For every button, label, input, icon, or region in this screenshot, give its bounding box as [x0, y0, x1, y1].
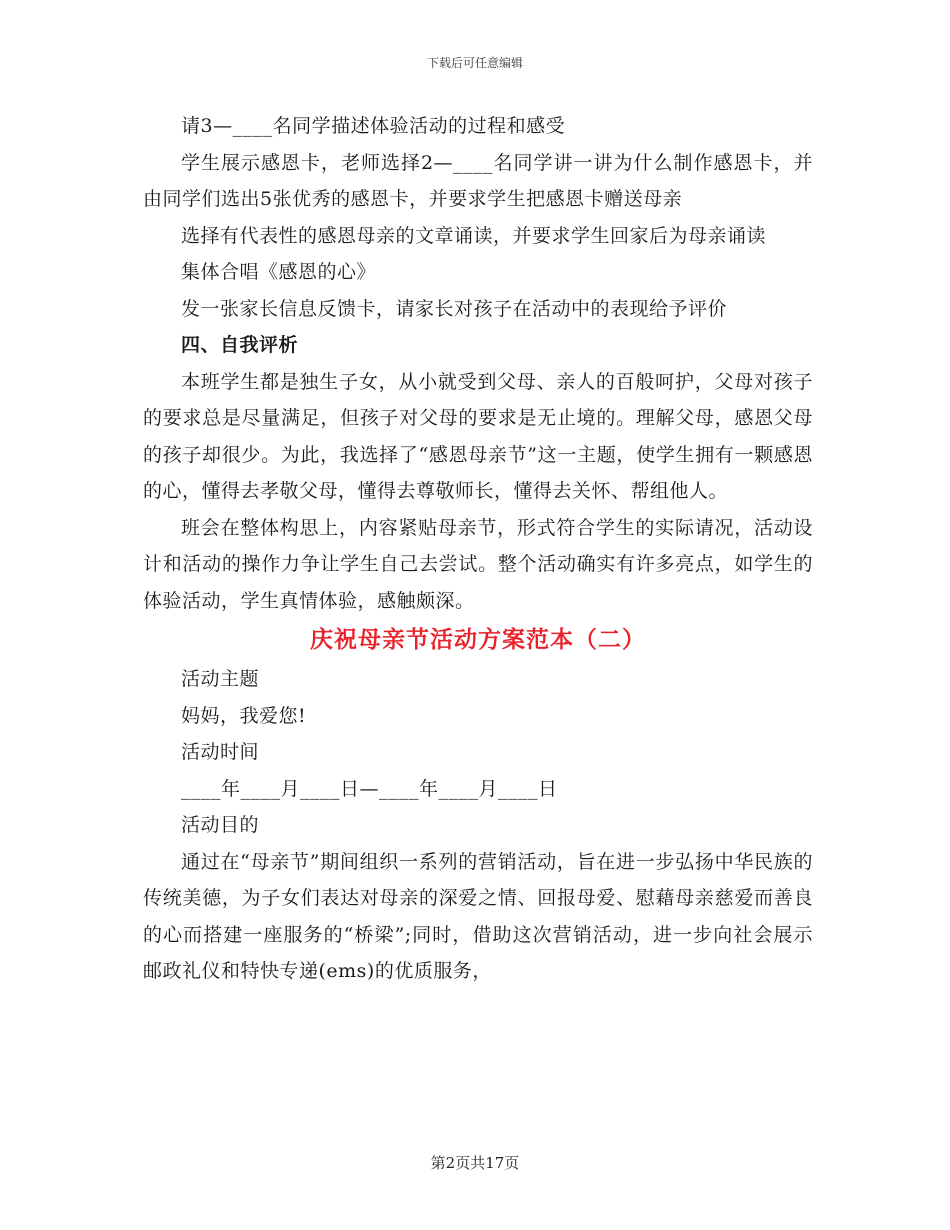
page-header-note: 下载后可任意编辑 [426, 56, 523, 70]
time-value: ____年____月____日—____年____月____日 [181, 777, 558, 800]
paragraph: 发一张家长信息反馈卡，请家长对孩子在活动中的表现给予评价 [181, 297, 728, 320]
theme-label: 活动主题 [181, 668, 260, 690]
paragraph: 集体合唱《感恩的心》 [181, 261, 377, 283]
purpose-label: 活动目的 [181, 814, 260, 836]
page-footer-number: 第2页共17页 [430, 1154, 520, 1172]
paragraph: 请3—____名同学描述体验活动的过程和感受 [181, 115, 566, 137]
paragraph: 选择有代表性的感恩母亲的文章诵读，并要求学生回家后为母亲诵读 [181, 224, 767, 247]
purpose-text: 通过在“母亲节”期间组织一系列的营销活动，旨在进一步弘扬中华民族的传统美德，为子女们表达对母亲的深爱之情、回报母爱、慰藉母亲慈爱而善良的心而搭建一座服务的“桥梁”;同时，借助这次营销活动，进一步向社会展示邮政礼仪和特快专递(ems)的优质服务， [143, 850, 813, 982]
document-body [143, 108, 813, 990]
paragraph: 班会在整体构思上，内容紧贴母亲节，形式符合学生的实际请况，活动设计和活动的操作力争让学生自己去尝试。整个活动确实有许多亮点，如学生的体验活动，学生真情体验，感触颇深。 [143, 516, 813, 612]
section-title: 庆祝母亲节活动方案范本（二） [310, 626, 646, 653]
theme-value: 妈妈，我爱您! [181, 704, 307, 727]
paragraph: 学生展示感恩卡，老师选择2—____名同学讲一讲为什么制作感恩卡，并由同学们选出5张优秀的感恩卡，并要求学生把感恩卡赠送母亲 [143, 151, 813, 210]
section-heading-self-evaluation: 四、自我评析 [181, 334, 299, 356]
paragraph: 本班学生都是独生子女，从小就受到父母、亲人的百般呵护，父母对孩子的要求总是尽量满足，但孩子对父母的要求是无止境的。理解父母，感恩父母的孩子却很少。为此，我选择了“感恩母亲节”这一主题，使学生拥有一颗感恩的心，懂得去孝敬父母，懂得去尊敬师长，懂得去关怀、帮组他人。 [143, 370, 813, 502]
time-label: 活动时间 [181, 741, 260, 763]
